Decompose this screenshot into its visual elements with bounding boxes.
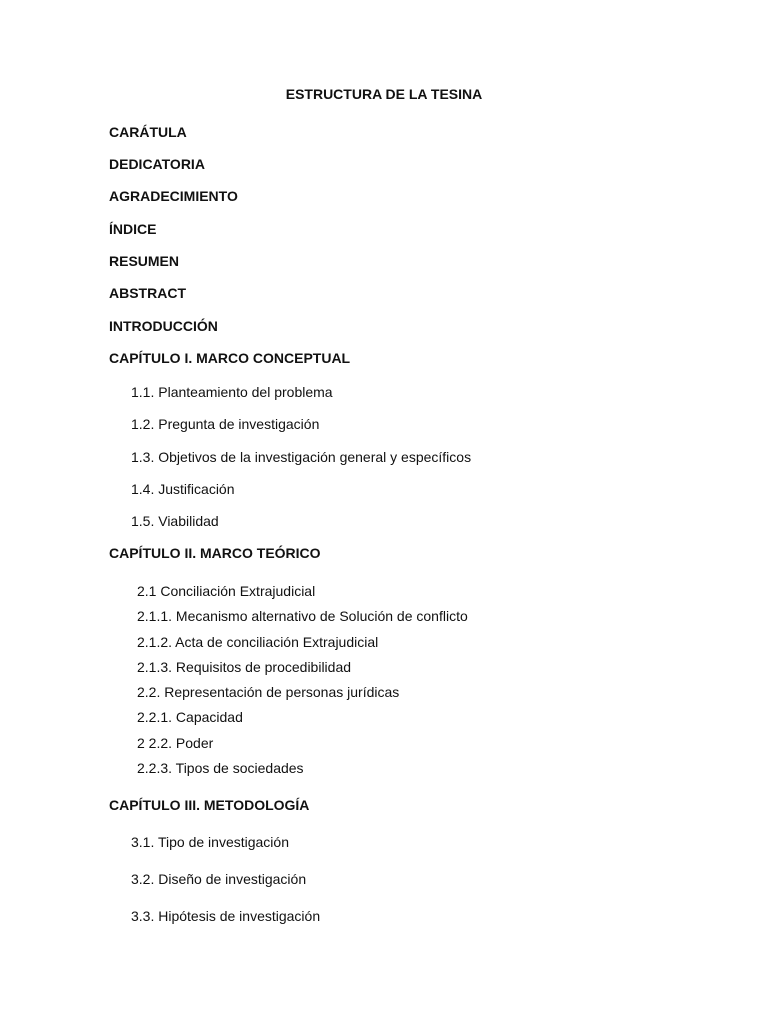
chapter-2-heading: CAPÍTULO II. MARCO TEÓRICO — [109, 545, 321, 561]
section-dedicatoria: DEDICATORIA — [109, 156, 205, 172]
chapter-1-item: 1.3. Objetivos de la investigación general y específicos — [131, 449, 472, 465]
chapter-2-item: 2.1.2. Acta de conciliación Extrajudicial — [137, 634, 379, 650]
document-title: ESTRUCTURA DE LA TESINA — [285, 86, 483, 102]
chapter-3-heading: CAPÍTULO III. METODOLOGÍA — [109, 797, 310, 813]
chapter-2-item: 2.1.3. Requisitos de procedibilidad — [137, 659, 352, 675]
chapter-2-item: 2 2.2. Poder — [137, 735, 214, 751]
chapter-1-item: 1.5. Viabilidad — [131, 513, 219, 529]
section-abstract: ABSTRACT — [109, 285, 186, 301]
chapter-3-item: 3.2. Diseño de investigación — [131, 871, 307, 887]
chapter-1-item: 1.2. Pregunta de investigación — [131, 416, 320, 432]
section-agradecimiento: AGRADECIMIENTO — [109, 188, 238, 204]
chapter-1-item: 1.1. Planteamiento del problema — [131, 384, 333, 400]
chapter-1-heading: CAPÍTULO I. MARCO CONCEPTUAL — [109, 350, 351, 366]
chapter-3-item: 3.3. Hipótesis de investigación — [131, 908, 321, 924]
chapter-2-item: 2.2.3. Tipos de sociedades — [137, 760, 304, 776]
chapter-2-item: 2.1 Conciliación Extrajudicial — [137, 583, 316, 599]
section-caratula: CARÁTULA — [109, 124, 187, 140]
chapter-2-item: 2.2. Representación de personas jurídicas — [137, 684, 400, 700]
chapter-3-item: 3.1. Tipo de investigación — [131, 834, 289, 850]
chapter-2-item: 2.2.1. Capacidad — [137, 709, 243, 725]
chapter-1-item: 1.4. Justificación — [131, 481, 235, 497]
section-introduccion: INTRODUCCIÓN — [109, 318, 218, 334]
section-resumen: RESUMEN — [109, 253, 180, 269]
chapter-2-item: 2.1.1. Mecanismo alternativo de Solución de conflicto — [137, 608, 468, 624]
section-indice: ÍNDICE — [109, 221, 157, 237]
